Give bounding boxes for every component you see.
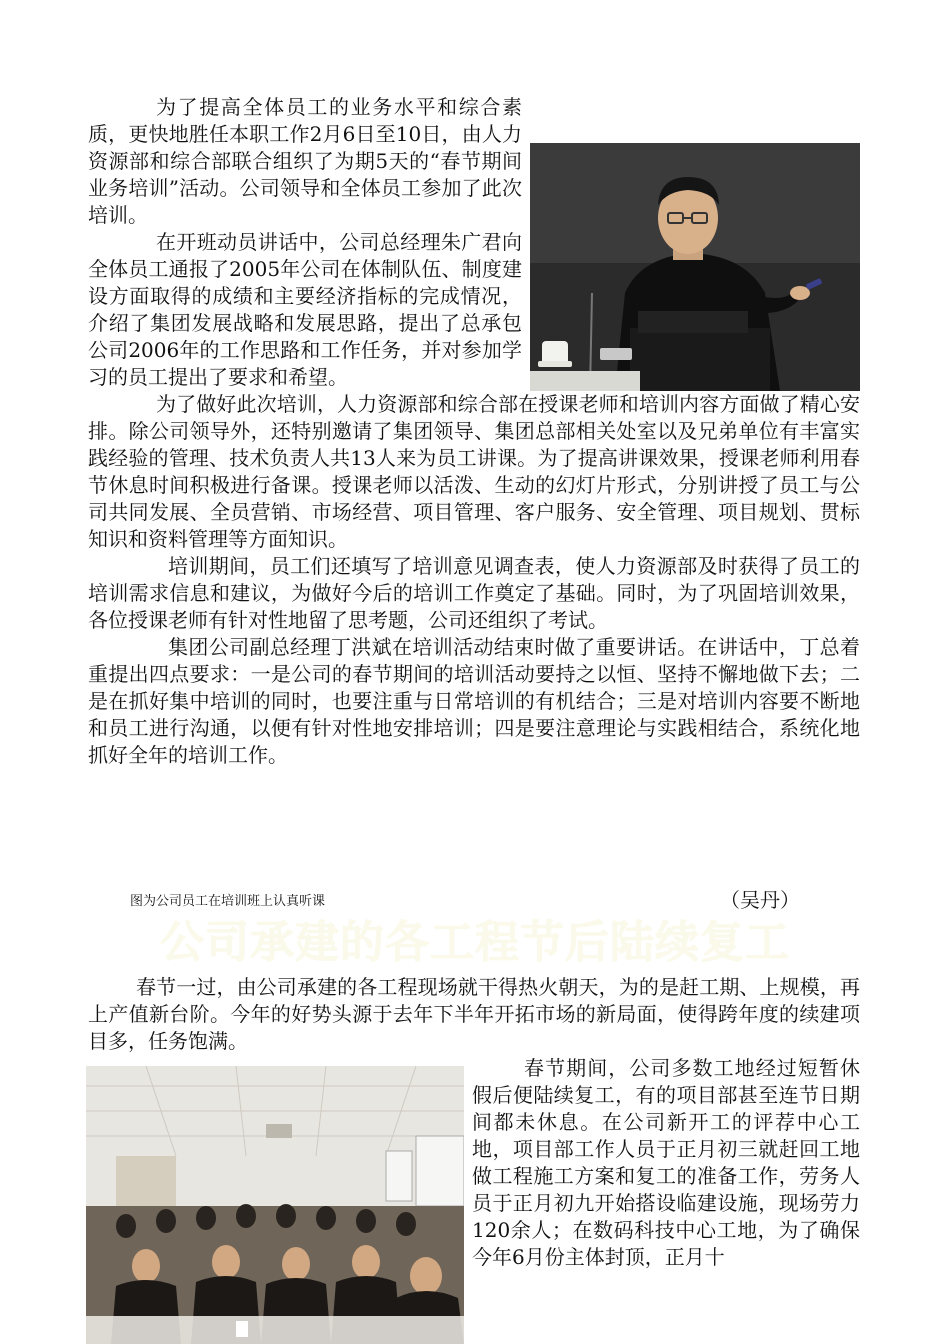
article-resume-body [88,974,860,1333]
article-headline: 公司承建的各工程节后陆续复工 [160,917,790,968]
article-training-p5: 集团公司副总经理丁洪斌在培训活动结束时做了重要讲话。在讲话中，丁总着重提出四点要求：一是公司的春节期间的培训活动要持之以恒、坚持不懈地做下去；二是在抓好集中培训的同时，也要注重与日常培训的有机结合；三是对培训内容要不断地和员工进行沟通，以便有针对性地安排培训；四是要注意理论与实践相结合，系统化地抓好全年的培训工作。 [88,635,860,767]
photo-float-spacer-2 [88,1055,468,1333]
photo-caption: 图为公司员工在培训班上认真听课 [130,894,326,909]
article-resume-p1: 春节一过，由公司承建的各工程现场就干得热火朝天，为的是赶工期、上规模，再上产值新台阶。今年的好势头源于去年下半年开拓市场的新局面，使得跨年度的续建项目多，任务饱满。 [88,975,860,1053]
article-resume-p2: 春节期间，公司多数工地经过短暂休假后便陆续复工，有的项目部甚至连节日期间都未休息。在公司新开工的评荐中心工地，项目部工作人员于正月初三就赶回工地做工程施工方案和复工的准备工作，劳务人员于正月初九开始搭设临建设施，现场劳力120余人；在数码科技中心工地，为了确保今年6月份主体封顶，正月十 [472,1056,860,1269]
article-training-p4: 培训期间，员工们还填写了培训意见调查表，使人力资源部及时获得了员工的培训需求信息和建议，为做好今后的培训工作奠定了基础。同时，为了巩固培训效果，各位授课老师有针对性地留了思考题，公司还组织了考试。 [88,554,860,632]
article-training-p3: 为了做好此次培训，人力资源部和综合部在授课老师和培训内容方面做了精心安排。除公司领导外，还特别邀请了集团领导、集团总部相关处室以及兄弟单位有丰富实践经验的管理、技术负责人共13人来为员工讲课。为了提高讲课效果，授课老师利用春节休息时间积极进行备课。授课老师以活泼、生动的幻灯片形式，分别讲授了员工与公司共同发展、全员营销、市场经营、项目管理、客户服务、安全管理、项目规划、贯标知识和资料管理等方面知识。 [88,392,860,551]
article-training-p1: 为了提高全体员工的业务水平和综合素质，更快地胜任本职工作2月6日至10日，由人力资源部和综合部联合组织了为期5天的“春节期间业务培训”活动。公司领导和全体员工参加了此次培训。 [88,95,522,227]
article-author: （吴丹） [720,888,800,912]
photo-float-spacer [528,94,860,344]
article-training-p2: 在开班动员讲话中，公司总经理朱广君向全体员工通报了2005年公司在体制队伍、制度建设方面取得的成绩和主要经济指标的完成情况，介绍了集团发展战略和发展思路，提出了总承包公司2006年的工作思路和工作任务，并对参加学习的员工提出了要求和希望。 [88,230,522,389]
article-training-body [88,94,860,769]
